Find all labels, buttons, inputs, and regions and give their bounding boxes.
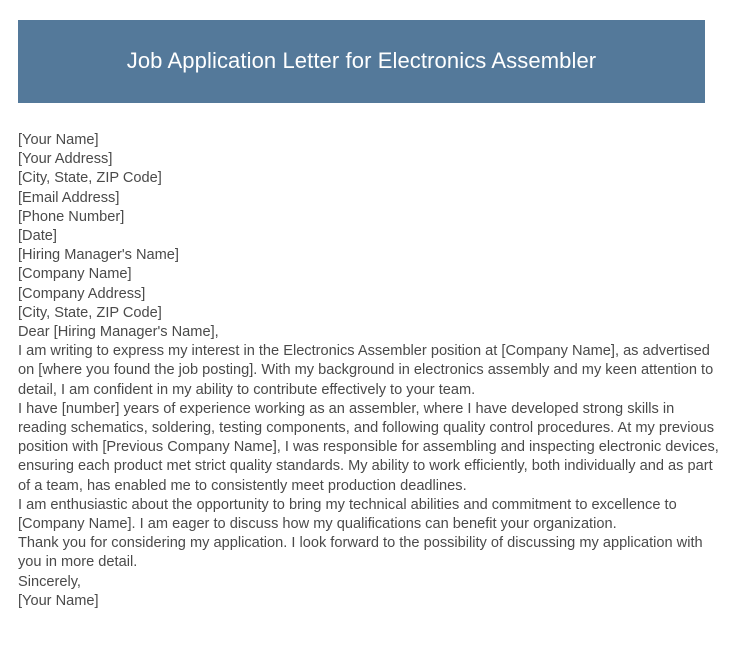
letter-line: Thank you for considering my application. I look forward to the possibility of discussing my application with you in more detail. [18, 535, 703, 571]
letter-line: I am writing to express my interest in the Electronics Assembler position at [Company Name], as advertised on [where you found the job posting]. With my background in electronics assembly and my keen attention to detail, I am confident in my ability to contribute effectively to your team. [18, 343, 714, 398]
letter-line: [Your Address] [18, 151, 113, 168]
document-header-banner [18, 20, 705, 103]
letter-line: [Email Address] [18, 189, 120, 206]
letter-line: [Company Address] [18, 285, 146, 302]
letter-line: Dear [Hiring Manager's Name], [18, 324, 219, 341]
letter-line: [Date] [18, 228, 57, 245]
letter-line: I have [number] years of experience working as an assembler, where I have developed strong skills in reading schematics, soldering, testing components, and following quality control procedures. At my previous position with [Previous Company Name], I was responsible for assembling and inspecting electronic devices, ensuring each product met strict quality standards. My ability to work efficiently, both individually and as part of a team, has enabled me to consistently meet production deadlines. [18, 400, 719, 494]
letter-line: [Your Name] [18, 132, 99, 148]
letter-line: [Phone Number] [18, 208, 125, 225]
letter-line: [Hiring Manager's Name] [18, 247, 179, 264]
letter-line: [City, State, ZIP Code] [18, 170, 162, 187]
letter-line: [City, State, ZIP Code] [18, 304, 162, 321]
letter-line: Sincerely, [18, 573, 81, 590]
letter-line: [Your Name] [18, 592, 99, 609]
letter-line: [Company Name] [18, 266, 132, 283]
letter-line: I am enthusiastic about the opportunity to bring my technical abilities and commitment to excellence to [Company Name]. I am eager to discuss how my qualifications can benefit your organization. [18, 496, 677, 533]
letter-body [18, 131, 724, 611]
page-title: Job Application Letter for Electronics Assembler [126, 48, 597, 74]
